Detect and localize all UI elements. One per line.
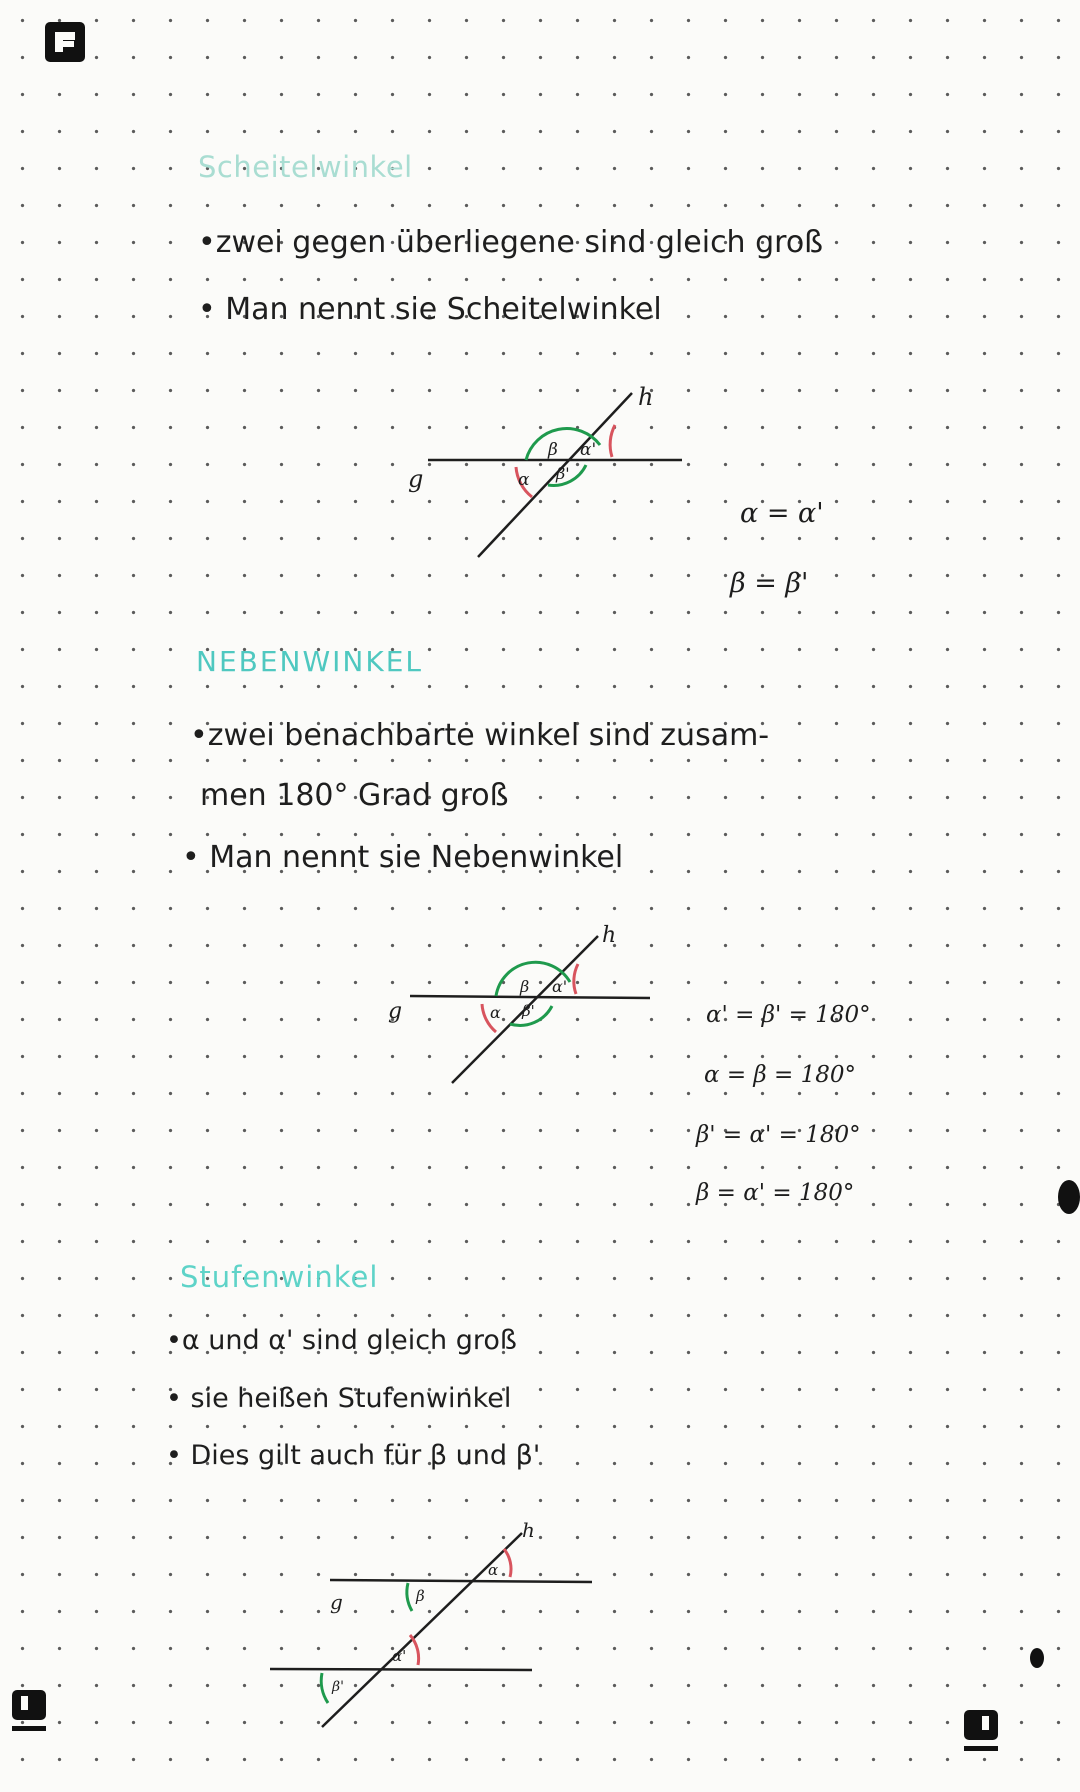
red-arc — [504, 1549, 511, 1577]
angle-label: β — [520, 977, 530, 996]
section-heading-stufenwinkel: Stufenwinkel — [180, 1260, 379, 1294]
angle-label: β — [416, 1587, 425, 1605]
corner-marker-top-left-icon — [45, 22, 85, 62]
line-parallel — [270, 1669, 532, 1670]
nebenwinkel-diagram — [380, 918, 680, 1093]
angle-label: β' — [556, 464, 570, 483]
ink-blot — [1058, 1180, 1080, 1214]
equation: β = α' = 180° — [696, 1180, 855, 1206]
angle-label: β' — [332, 1679, 344, 1695]
label-h: h — [602, 923, 617, 948]
red-arc — [610, 425, 615, 457]
section-heading-scheitelwinkel: Scheitelwinkel — [198, 150, 413, 184]
angle-label: α' — [392, 1647, 407, 1665]
corner-marker-bottom-left-icon — [12, 1690, 46, 1720]
bullet-line: • Man nennt sie Scheitelwinkel — [198, 292, 662, 327]
equation: α = α' — [740, 498, 824, 529]
angle-label: α' — [580, 440, 597, 460]
scheitelwinkel-diagram — [400, 375, 720, 575]
bullet-line: • Dies gilt auch für β und β' — [166, 1440, 541, 1471]
label-g: g — [388, 999, 403, 1024]
equation: α' = β' = 180° — [706, 1002, 871, 1028]
bullet-line: •α und α' sind gleich groß — [166, 1325, 517, 1356]
equation: β' = α' = 180° — [696, 1122, 861, 1148]
bullet-line: • sie heißen Stufenwinkel — [166, 1383, 512, 1414]
bullet-line: •zwei gegen überliegene sind gleich groß — [198, 225, 824, 260]
angle-label: β — [548, 440, 558, 460]
green-arc — [407, 1583, 412, 1611]
stufenwinkel-diagram — [260, 1515, 600, 1735]
corner-marker-bottom-right-icon — [964, 1710, 998, 1740]
line-h — [478, 393, 632, 557]
section-heading-nebenwinkel: NEBENWINKEL — [196, 645, 424, 678]
angle-label: α' — [552, 977, 568, 996]
green-arc — [321, 1673, 328, 1703]
label-g: g — [408, 465, 424, 493]
bullet-line: • Man nennt sie Nebenwinkel — [182, 840, 624, 875]
label-h: h — [638, 383, 654, 411]
line-g — [410, 996, 650, 998]
label-g: g — [330, 1590, 343, 1614]
angle-label: α — [518, 470, 530, 490]
label-h: h — [522, 1518, 535, 1542]
ink-blot — [1030, 1648, 1044, 1668]
line-g — [330, 1580, 592, 1582]
equation: β = β' — [730, 568, 809, 599]
angle-label: β' — [522, 1002, 535, 1020]
bullet-line: men 180° Grad groß — [200, 778, 509, 813]
angle-label: α — [490, 1003, 501, 1022]
equation: α = β = 180° — [704, 1062, 857, 1088]
red-arc — [574, 964, 578, 994]
angle-label: α — [488, 1561, 499, 1579]
bullet-line: •zwei benachbarte winkel sind zusam- — [190, 718, 770, 753]
